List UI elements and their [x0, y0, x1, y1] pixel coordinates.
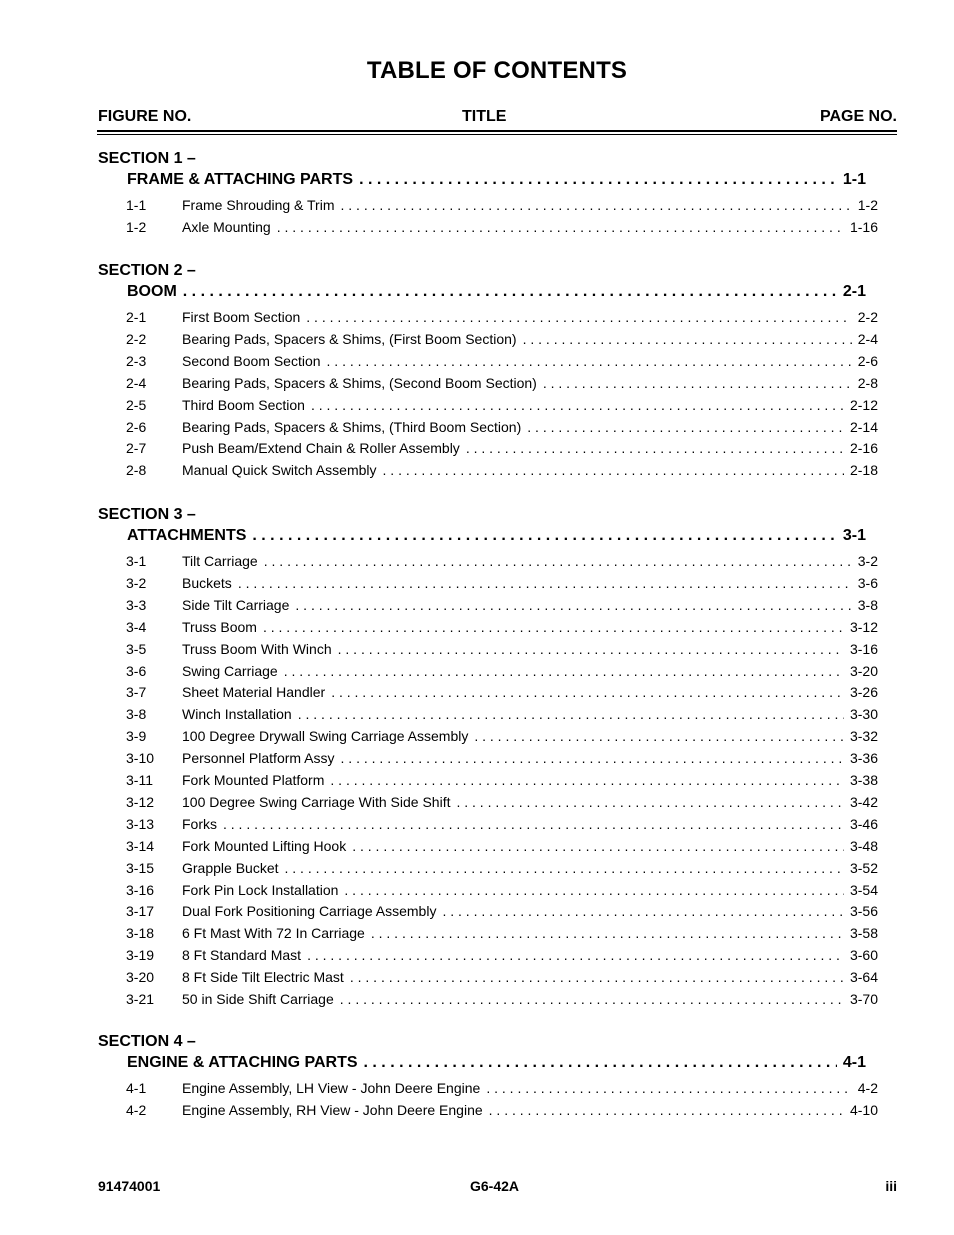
entry-figure-number: 3-11 — [126, 772, 153, 788]
entry-page-number: 3-2 — [857, 553, 878, 569]
entry-title: Bearing Pads, Spacers & Shims, (Second Boom Section) — [182, 374, 537, 391]
dot-leader — [474, 728, 844, 744]
entry-page-number: 3-20 — [849, 662, 878, 679]
column-header-title: TITLE — [462, 108, 507, 125]
entry-title: Fork Mounted Lifting Hook — [182, 837, 347, 854]
dot-leader — [327, 353, 852, 369]
footer-model: G6-42A — [470, 1178, 520, 1194]
entry-title: Manual Quick Switch Assembly — [182, 462, 377, 479]
entry-page-number: 2-8 — [857, 374, 878, 391]
dot-leader — [371, 925, 844, 941]
entry-title: Frame Shrouding & Trim — [182, 197, 335, 213]
section-title-row[interactable] — [127, 171, 866, 189]
dot-leader — [383, 462, 844, 478]
toc-entry[interactable] — [126, 903, 878, 925]
dot-leader — [307, 947, 844, 963]
entry-figure-number: 3-20 — [126, 969, 155, 986]
entry-page-number: 3-42 — [849, 793, 878, 810]
toc-entry[interactable] — [126, 838, 878, 860]
section-label: SECTION 1 – — [98, 150, 196, 167]
entry-title: Buckets — [182, 574, 232, 591]
entry-title: Engine Assembly, LH View - John Deere Engine — [182, 1080, 481, 1096]
entry-page-number: 3-52 — [849, 859, 878, 876]
footer-page-number: iii — [885, 1178, 897, 1194]
dot-leader — [284, 663, 844, 679]
entry-title: 100 Degree Swing Carriage With Side Shift — [182, 793, 451, 810]
page-title: TABLE OF CONTENTS — [366, 57, 628, 84]
section-page-number: 2-1 — [842, 283, 866, 300]
toc-entry[interactable] — [126, 419, 878, 441]
entry-page-number: 2-18 — [849, 462, 878, 479]
entry-figure-number: 3-4 — [126, 618, 147, 635]
entry-page-number: 4-10 — [849, 1101, 878, 1118]
entry-page-number: 3-26 — [849, 684, 878, 701]
toc-entry[interactable] — [126, 553, 878, 575]
toc-entry[interactable] — [126, 219, 878, 241]
entry-page-number: 3-48 — [849, 837, 878, 854]
toc-entry[interactable] — [126, 440, 878, 462]
toc-entry[interactable] — [126, 750, 878, 772]
header-rule-top — [97, 130, 897, 132]
dot-leader — [298, 706, 844, 722]
dot-leader — [341, 197, 852, 213]
entry-figure-number: 3-9 — [126, 728, 147, 745]
entry-title: Swing Carriage — [182, 662, 278, 679]
entry-title: Push Beam/Extend Chain & Roller Assembly — [182, 440, 460, 457]
dot-leader — [350, 969, 844, 985]
entry-page-number: 1-2 — [857, 197, 878, 213]
entry-figure-number: 3-13 — [126, 815, 155, 832]
entry-page-number: 3-38 — [849, 772, 878, 788]
header-rule-bottom — [97, 134, 897, 135]
toc-entry[interactable] — [126, 925, 878, 947]
entry-figure-number: 2-5 — [126, 396, 147, 413]
dot-leader — [543, 375, 852, 391]
entry-page-number: 3-64 — [849, 969, 878, 986]
toc-entry[interactable] — [126, 353, 878, 375]
toc-entry[interactable] — [126, 1102, 878, 1124]
entry-page-number: 3-6 — [857, 574, 878, 591]
entry-figure-number: 3-16 — [126, 881, 155, 898]
entry-title: Fork Mounted Platform — [182, 772, 325, 788]
toc-entry[interactable] — [126, 772, 878, 794]
section-title-row[interactable] — [127, 1054, 866, 1072]
dot-leader — [263, 619, 844, 635]
dot-leader — [338, 641, 844, 657]
dot-leader — [352, 838, 844, 854]
entry-title: Engine Assembly, RH View - John Deere Engine — [182, 1101, 483, 1118]
entry-page-number: 3-16 — [849, 640, 878, 657]
entry-figure-number: 4-2 — [126, 1101, 147, 1118]
entry-title: Dual Fork Positioning Carriage Assembly — [182, 903, 437, 920]
entry-figure-number: 3-7 — [126, 684, 147, 701]
dot-leader — [340, 991, 844, 1007]
toc-entry[interactable] — [126, 375, 878, 397]
dot-leader — [489, 1102, 844, 1118]
dot-leader — [344, 882, 844, 898]
toc-entry[interactable] — [126, 728, 878, 750]
toc-entry[interactable] — [126, 331, 878, 353]
section-page-number: 3-1 — [842, 527, 866, 544]
entry-page-number: 2-4 — [857, 330, 878, 347]
entry-figure-number: 3-17 — [126, 903, 155, 920]
entry-figure-number: 4-1 — [126, 1080, 147, 1096]
dot-leader — [311, 397, 844, 413]
toc-entry[interactable] — [126, 641, 878, 663]
toc-entry[interactable] — [126, 197, 878, 219]
entry-figure-number: 1-2 — [126, 218, 147, 235]
entry-title: 8 Ft Side Tilt Electric Mast — [182, 969, 344, 986]
entry-page-number: 3-36 — [849, 750, 878, 767]
entry-figure-number: 2-2 — [126, 330, 147, 347]
dot-leader — [295, 597, 851, 613]
toc-entry[interactable] — [126, 663, 878, 685]
toc-entry[interactable] — [126, 397, 878, 419]
toc-entry[interactable] — [126, 794, 878, 816]
entry-figure-number: 3-21 — [126, 991, 155, 1007]
dot-leader — [442, 903, 844, 919]
dot-leader — [341, 750, 844, 766]
entry-page-number: 3-32 — [849, 728, 878, 745]
toc-entry[interactable] — [126, 462, 878, 484]
entry-title: Grapple Bucket — [182, 859, 279, 876]
section-title: ENGINE & ATTACHING PARTS — [127, 1054, 358, 1071]
entry-page-number: 3-12 — [849, 618, 878, 635]
entry-page-number: 4-2 — [857, 1080, 878, 1096]
toc-entry[interactable] — [126, 882, 878, 904]
section-page-number: 1-1 — [842, 171, 866, 188]
entry-title: Bearing Pads, Spacers & Shims, (First Boom Section) — [182, 330, 517, 347]
toc-entry[interactable] — [126, 619, 878, 641]
dot-leader — [456, 794, 844, 810]
dot-leader — [330, 772, 844, 788]
entry-title: Forks — [182, 815, 217, 832]
toc-entry[interactable] — [126, 684, 878, 706]
entry-title: 8 Ft Standard Mast — [182, 947, 302, 964]
entry-title: Truss Boom With Winch — [182, 640, 332, 657]
entry-figure-number: 2-3 — [126, 352, 147, 369]
entry-figure-number: 3-2 — [126, 574, 147, 591]
entry-title: Tilt Carriage — [182, 553, 258, 569]
entry-figure-number: 3-19 — [126, 947, 155, 964]
entry-figure-number: 2-1 — [126, 309, 147, 325]
toc-entry[interactable] — [126, 991, 878, 1013]
entry-title: Fork Pin Lock Installation — [182, 881, 339, 898]
toc-entry[interactable] — [126, 706, 878, 728]
toc-entry[interactable] — [126, 947, 878, 969]
entry-figure-number: 3-1 — [126, 553, 147, 569]
dot-leader — [527, 419, 844, 435]
entry-figure-number: 3-8 — [126, 706, 147, 723]
section-label: SECTION 3 – — [98, 506, 196, 523]
section-title-row[interactable] — [127, 527, 866, 545]
dot-leader — [264, 553, 852, 569]
dot-leader — [486, 1080, 851, 1096]
column-header-figure-no: FIGURE NO. — [98, 108, 192, 125]
dot-leader — [223, 816, 844, 832]
section-title: FRAME & ATTACHING PARTS — [127, 171, 354, 188]
entry-figure-number: 2-6 — [126, 418, 147, 435]
entry-page-number: 3-8 — [857, 596, 878, 613]
entry-page-number: 2-6 — [857, 352, 878, 369]
entry-title: 6 Ft Mast With 72 In Carriage — [182, 925, 365, 942]
section-title: ATTACHMENTS — [127, 527, 247, 544]
entry-page-number: 3-54 — [849, 881, 878, 898]
dot-leader — [252, 527, 836, 545]
entry-figure-number: 3-14 — [126, 837, 155, 854]
entry-page-number: 3-46 — [849, 815, 878, 832]
entry-title: Sheet Material Handler — [182, 684, 326, 701]
entry-figure-number: 2-7 — [126, 440, 147, 457]
toc-entry[interactable] — [126, 575, 878, 597]
entry-figure-number: 1-1 — [126, 197, 147, 213]
entry-figure-number: 2-4 — [126, 374, 147, 391]
footer-document-number: 91474001 — [98, 1178, 161, 1194]
dot-leader — [523, 331, 852, 347]
toc-entry[interactable] — [126, 969, 878, 991]
entry-page-number: 2-2 — [857, 309, 878, 325]
entry-figure-number: 3-5 — [126, 640, 147, 657]
toc-entry[interactable] — [126, 1080, 878, 1102]
section-label: SECTION 4 – — [98, 1033, 196, 1050]
entry-title: 50 in Side Shift Carriage — [182, 991, 334, 1007]
section-label: SECTION 2 – — [98, 262, 196, 279]
dot-leader — [238, 575, 852, 591]
column-header-page-no: PAGE NO. — [819, 108, 897, 125]
entry-page-number: 2-14 — [849, 418, 878, 435]
entry-title: Axle Mounting — [182, 218, 271, 235]
entry-figure-number: 3-15 — [126, 859, 155, 876]
entry-page-number: 3-60 — [849, 947, 878, 964]
entry-title: Side Tilt Carriage — [182, 596, 290, 613]
entry-title: Third Boom Section — [182, 396, 305, 413]
dot-leader — [277, 219, 844, 235]
entry-title: Truss Boom — [182, 618, 257, 635]
entry-title: Winch Installation — [182, 706, 292, 723]
entry-title: Second Boom Section — [182, 352, 321, 369]
toc-entry[interactable] — [126, 816, 878, 838]
entry-figure-number: 3-6 — [126, 662, 147, 679]
toc-entry[interactable] — [126, 597, 878, 619]
entry-title: 100 Degree Drywall Swing Carriage Assembly — [182, 728, 469, 745]
entry-title: Personnel Platform Assy — [182, 750, 335, 767]
dot-leader — [359, 171, 837, 189]
entry-page-number: 2-12 — [849, 396, 878, 413]
entry-title: First Boom Section — [182, 309, 301, 325]
entry-figure-number: 3-18 — [126, 925, 155, 942]
dot-leader — [364, 1054, 837, 1072]
section-title: BOOM — [127, 283, 177, 300]
dot-leader — [285, 860, 844, 876]
dot-leader — [183, 283, 837, 301]
entry-figure-number: 2-8 — [126, 462, 147, 479]
entry-page-number: 3-30 — [849, 706, 878, 723]
entry-figure-number: 3-10 — [126, 750, 155, 767]
entry-figure-number: 3-12 — [126, 793, 155, 810]
toc-entry[interactable] — [126, 860, 878, 882]
entry-page-number: 3-56 — [849, 903, 878, 920]
entry-page-number: 2-16 — [849, 440, 878, 457]
dot-leader — [306, 309, 852, 325]
entry-page-number: 1-16 — [849, 218, 878, 235]
entry-page-number: 3-58 — [849, 925, 878, 942]
toc-entry[interactable] — [126, 309, 878, 331]
entry-figure-number: 3-3 — [126, 596, 147, 613]
entry-page-number: 3-70 — [849, 991, 878, 1007]
section-page-number: 4-1 — [842, 1054, 866, 1071]
dot-leader — [331, 684, 844, 700]
section-title-row[interactable] — [127, 283, 866, 301]
dot-leader — [466, 440, 844, 456]
entry-title: Bearing Pads, Spacers & Shims, (Third Boom Section) — [182, 418, 522, 435]
